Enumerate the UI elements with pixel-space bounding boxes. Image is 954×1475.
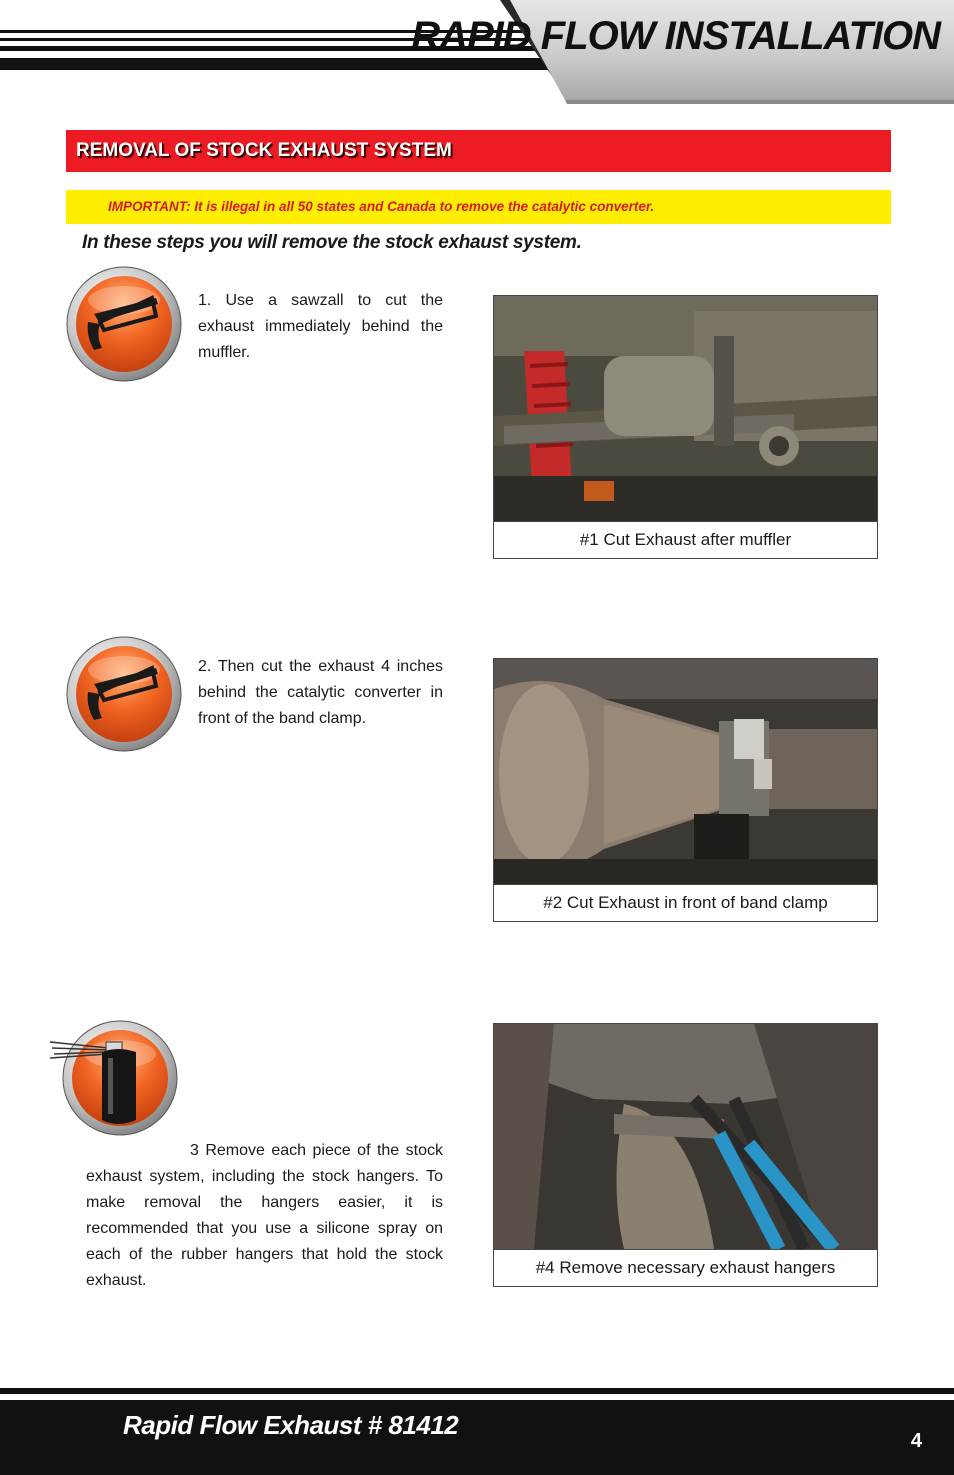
photo-2 [493,658,878,922]
photo-2-image [494,659,877,884]
photo-3 [493,1023,878,1287]
footer-rule [0,1388,954,1394]
important-text: IMPORTANT: It is illegal in all 50 states and Canada to remove the catalytic converter. [108,199,655,214]
photo-1 [493,295,878,559]
photo-1-image [494,296,877,521]
step-1-text: 1. Use a sawzall to cut the exhaust immediately behind the muffler. [198,292,443,361]
photo-3-caption: #4 Remove necessary exhaust hangers [494,1249,877,1286]
footer-bar [0,1400,954,1475]
header-title: RAPID FLOW INSTALLATION [411,14,940,58]
photo-3-image [494,1024,877,1249]
spray-can-icon [46,1018,180,1138]
page-number: 4 [910,1430,922,1452]
footer-title: Rapid Flow Exhaust # 81412 [123,1410,459,1440]
important-notice [66,190,891,224]
photo-2-caption: #2 Cut Exhaust in front of band clamp [494,884,877,921]
intro-text: In these steps you will remove the stock exhaust system. [82,232,582,253]
step-3-text: 3 Remove each piece of the stock exhaust system, including the stock hangers. To make removal the hangers easier, it is recommended that you use a silicone spray on each of the rubber hangers that hold the stock exhaust. [86,1142,443,1289]
header-tab [0,0,954,110]
section-title: REMOVAL OF STOCK EXHAUST SYSTEM [76,140,452,161]
hacksaw-icon [64,634,184,754]
step-2-text: 2. Then cut the exhaust 4 inches behind the catalytic converter in front of the band clamp. [198,658,443,727]
section-bar [66,130,891,172]
hacksaw-icon [64,264,184,384]
photo-1-caption: #1 Cut Exhaust after muffler [494,521,877,558]
